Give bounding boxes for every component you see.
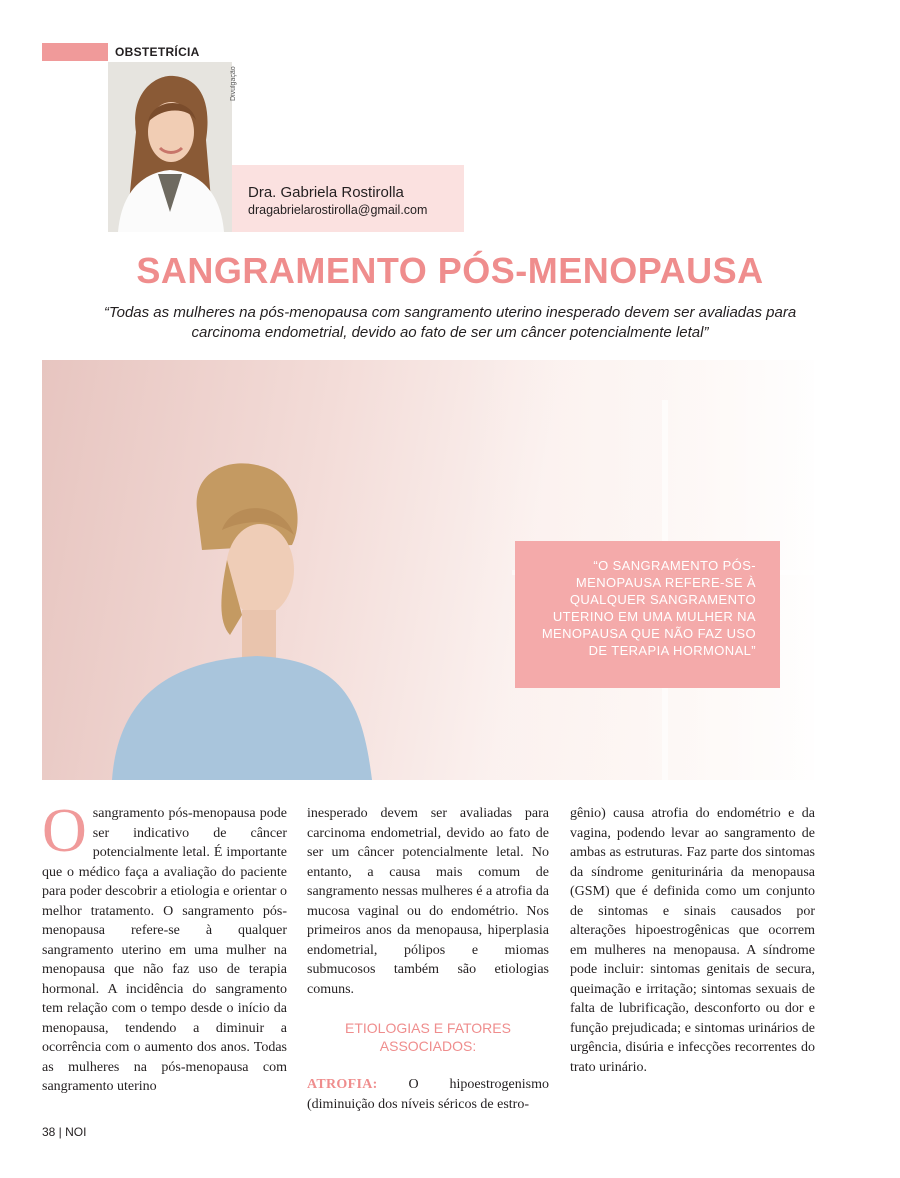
article-column-2	[307, 804, 549, 1114]
section-subheading: ETIOLOGIAS E FATORES ASSOCIADOS:	[345, 1020, 511, 1054]
article-title: SANGRAMENTO PÓS-MENOPAUSA	[136, 250, 764, 291]
article-column-1	[42, 797, 287, 1097]
author-portrait-illustration	[108, 62, 232, 232]
atrofia-text: O hipoestrogenismo (diminuição dos níveis séricos de estro-	[307, 1077, 549, 1112]
atrofia-heading: ATROFIA:	[307, 1077, 378, 1092]
column-3-text: gênio) causa atrofia do endométrio e da vagina, podendo levar ao sangramento de ambas as estruturas. Faz parte dos sintomas da síndrome geniturinária da menopausa (GSM) que é definida como um conjunto de sintomas e sinais causados por alterações hipoestrogênicas que ocorrem em mulheres na menopausa. A síndrome pode incluir: sintomas genitais de secura, queimação e irritação; sintomas sexuais de falta de lubrificação, desconforto ou dor e função prejudicada; e sintomas urinários de urgência, disúria e infecções recorrentes do trato urinário.	[570, 806, 815, 1075]
pull-quote-box	[515, 541, 780, 688]
section-label: OBSTETRÍCIA	[115, 45, 200, 59]
photo-credit: Divulgação	[230, 66, 237, 102]
atrofia-paragraph	[307, 1075, 549, 1114]
page-footer: 38 | NOI	[42, 1125, 87, 1139]
section-color-bar	[42, 43, 108, 61]
author-box	[232, 165, 464, 232]
author-email[interactable]: dragabrielarostirolla@gmail.com	[248, 203, 428, 217]
author-photo	[108, 62, 232, 232]
author-name: Dra. Gabriela Rostirolla	[248, 184, 404, 201]
article-subtitle: “Todas as mulheres na pós-menopausa com sangramento uterino inesperado devem ser avaliadas para carcinoma endometrial, devido ao fato de ser um câncer potencialmente letal”	[103, 304, 797, 341]
pull-quote: “O SANGRAMENTO PÓS-MENOPAUSA REFERE-SE À QUALQUER SANGRAMENTO UTERINO EM UMA MULHER NA MENOPAUSA QUE NÃO FAZ USO DE TERAPIA HORMONAL”	[541, 558, 756, 658]
column-1-text: sangramento pós-menopausa pode ser indicativo de câncer potencialmente letal. É importante que o médico faça a avaliação do paciente para poder descobrir a etiologia e orientar o melhor tratamento. O sangramento pós-menopausa refere-se à qualquer sangramento uterino em uma mulher na menopausa que não faz uso de terapia hormonal. A incidência do sangramento tem relação com o tempo desde o início da menopausa, tendendo a diminuir a ocorrência com o aumento dos anos. Todas as mulheres na pós-menopausa com sangramento uterino	[42, 806, 287, 1094]
article-column-3	[570, 804, 815, 1077]
column-2-text: inesperado devem ser avaliadas para carcinoma endometrial, devido ao fato de ser um câncer potencialmente letal. No entanto, a causa mais comum de sangramento nessas mulheres é a atrofia da mucosa vaginal ou do endométrio. Nos primeiros anos da menopausa, hiperplasia endometrial, pólipos e miomas submucosos também são etiologias comuns.	[307, 806, 549, 997]
drop-cap: O	[42, 797, 87, 865]
